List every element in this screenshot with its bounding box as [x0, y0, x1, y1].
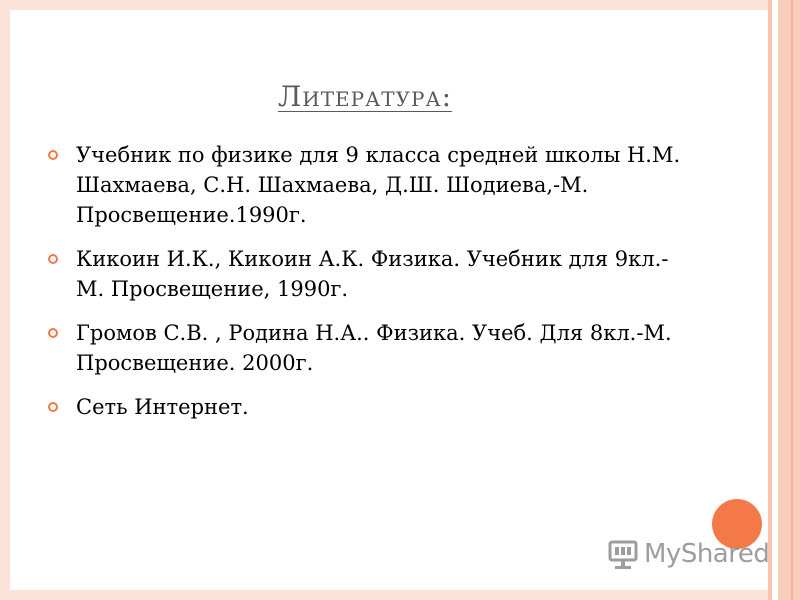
slide-title [0, 80, 730, 113]
decorative-side-line [791, 0, 793, 600]
list-item [48, 318, 688, 378]
myshared-logo-icon [606, 538, 640, 570]
list-item [48, 392, 688, 422]
bullet-circle-icon [48, 254, 58, 264]
reference-text: Сеть Интернет. [76, 395, 249, 419]
reference-text: Громов С.В. , Родина Н.А.. Физика. Учеб. Для 8кл.-М. Просвещение. 2000г. [76, 321, 672, 375]
reference-text: Кикоин И.К., Кикоин А.К. Физика. Учебник для 9кл.-М. Просвещение, 1990г. [76, 247, 669, 301]
list-item [48, 244, 688, 304]
slide-title-text: Литература: [277, 80, 453, 113]
bullet-circle-icon [48, 150, 58, 160]
bullet-circle-icon [48, 402, 58, 412]
myshared-watermark [606, 536, 769, 572]
bullet-circle-icon [48, 328, 58, 338]
list-item [48, 140, 688, 230]
reference-text: Учебник по физике для 9 класса средней школы Н.М. Шахмаева, С.Н. Шахмаева, Д.Ш. Шодиева,-М. Просвещение.1990г. [76, 143, 681, 227]
watermark-text: MyShared [644, 539, 770, 569]
reference-list [48, 140, 688, 436]
decorative-side-bar [778, 0, 800, 600]
